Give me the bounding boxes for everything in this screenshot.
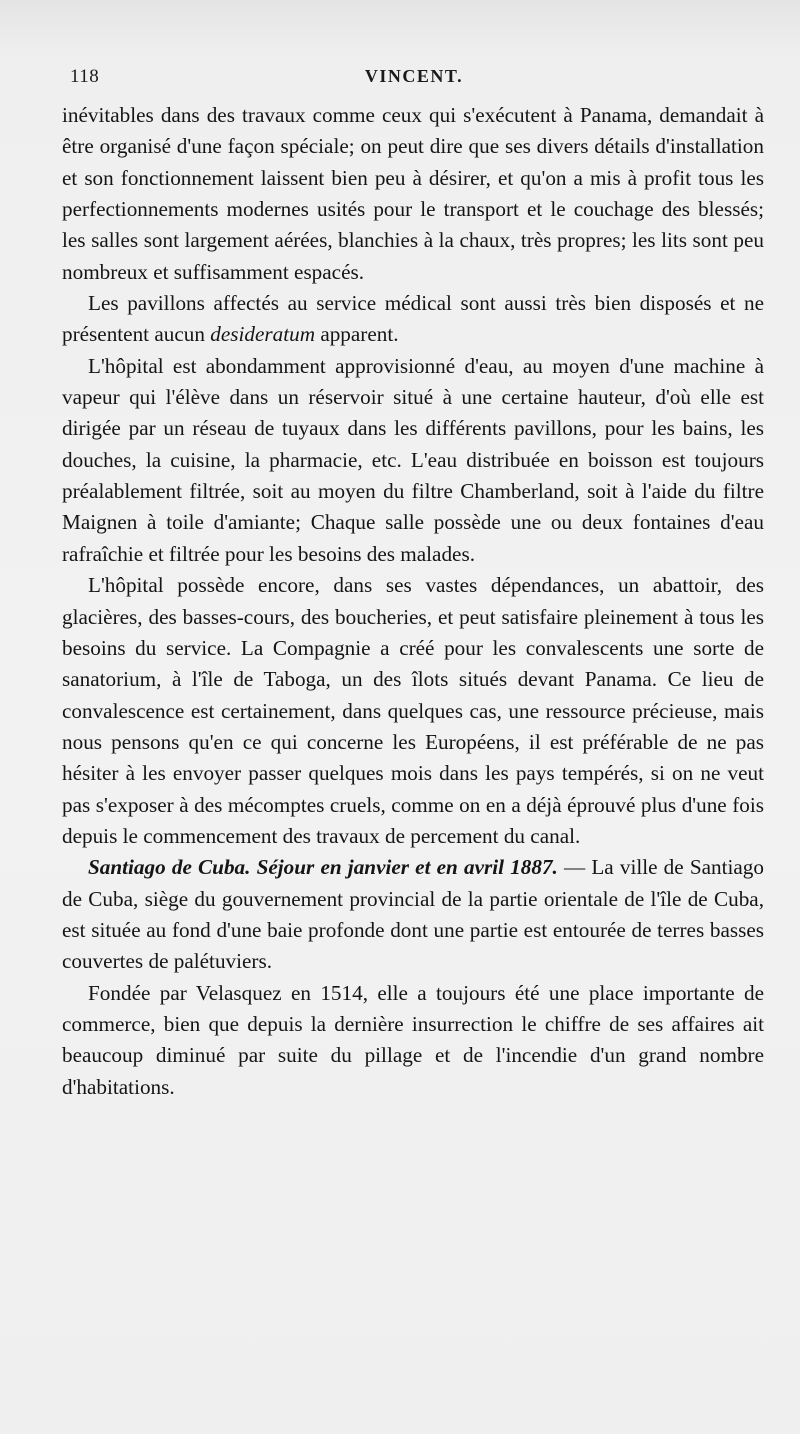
paragraph-2 [62,288,764,351]
paragraph-1: inévitables dans des travaux comme ceux qui s'exécutent à Panama, demandait à être organisé d'une façon spéciale; on peut dire que ses divers détails d'installation et son fonctionnement laissent bien peu à désirer, et qu'on a mis à profit tous les perfectionnements modernes usités pour le transport et le couchage des blessés; les salles sont largement aérées, blanchies à la chaux, très propres; les lits sont peu nombreux et suffisamment espacés. [62,103,764,284]
paragraph-2-text-start: Les pavillons affectés au service médical sont aussi très bien disposés et ne présentent aucun [62,291,764,347]
page-header [70,66,758,92]
paragraph-4: L'hôpital possède encore, dans ses vastes dépendances, un abattoir, des glacières, des basses-cours, des boucheries, et peut satisfaire pleinement à tous les besoins du service. La Compagnie a créé pour les convalescents une sorte de sanatorium, à l'île de Taboga, un des îlots situés devant Panama. Ce lieu de convalescence est certainement, dans quelques cas, une ressource précieuse, mais nous pensons qu'en ce qui concerne les Européens, il est préférable de ne pas hésiter à les envoyer passer quelques mois dans les pays tempérés, si on ne veut pas s'exposer à des mécomptes cruels, comme on en a déjà éprouvé plus d'une fois depuis le commencement des travaux de percement du canal. [62,573,764,848]
section-heading: Santiago de Cuba. Séjour en janvier et en avril 1887. [88,855,558,880]
page-number: 118 [70,66,100,87]
paragraph-2-text-end: apparent. [315,322,399,347]
paragraph-2-italic-term: desideratum [210,322,316,347]
paragraph-6: Fondée par Velasquez en 1514, elle a toujours été une place importante de commerce, bien que depuis la dernière insurrection le chiffre de ses affaires ait beaucoup diminué par suite du pillage et de l'incendie d'un grand nombre d'habitations. [62,980,764,1099]
body-text [62,100,764,1103]
running-head: VINCENT. [364,66,464,86]
paragraph-5 [62,852,764,977]
paragraph-5-text: — La ville de Santiago de Cuba, siège du gouvernement provincial de la partie orientale de l'île de Cuba, est située au fond d'une baie profonde dont une partie est entourée de terres basses couvertes de palétuviers. [62,855,764,974]
paragraph-3: L'hôpital est abondamment approvisionné d'eau, au moyen d'une machine à vapeur qui l'élève dans un réservoir situé à une certaine hauteur, d'où elle est dirigée par un réseau de tuyaux dans les différents pavillons, pour les bains, les douches, la cuisine, la pharmacie, etc. L'eau distribuée en boisson est toujours préalablement filtrée, soit au moyen du filtre Chamberland, soit à l'aide du filtre Maignen à toile d'amiante; Chaque salle possède une ou deux fontaines d'eau rafraîchie et filtrée pour les besoins des malades. [62,353,764,566]
